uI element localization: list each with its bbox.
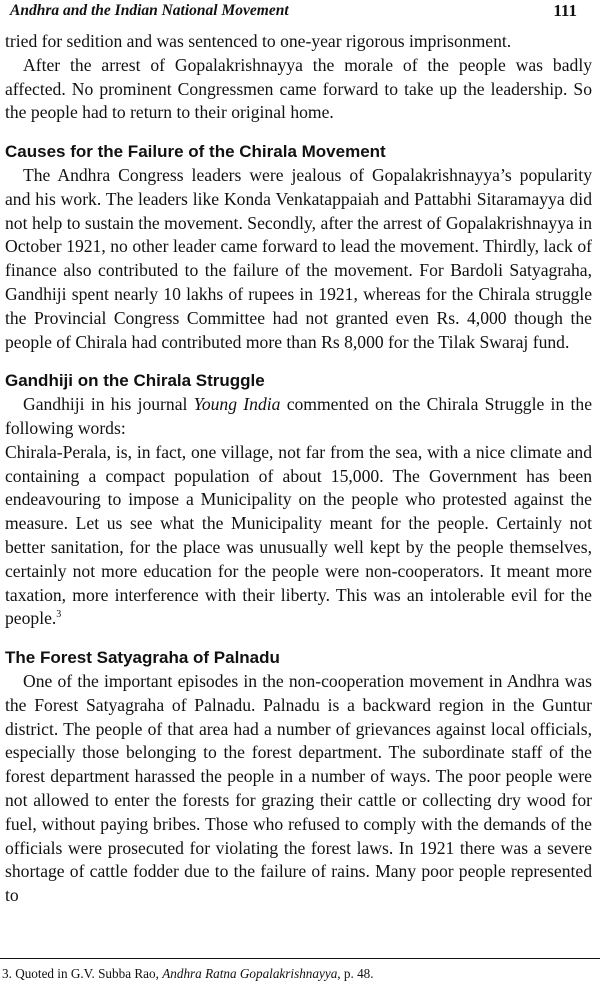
footnote (2, 966, 374, 982)
paragraph: One of the important episodes in the non-cooperation movement in Andhra was the Forest Satyagraha of Palnadu. Palnadu is a backward region in the Guntur district. The people of that area had a number of grievances against local officials, especially those belonging to the forest department. The subordinate staff of the forest department harassed the people in a number of ways. The poor people were not allowed to enter the forests for grazing their cattle or collecting dry wood for fuel, without paying bribes. Those who refused to comply with the demands of the officials were prosecuted for violating the forest laws. In 1921 there was a severe shortage of cattle fodder due to the failure of rains. Many poor people represented to (5, 670, 592, 906)
page-number: 111 (553, 1, 577, 20)
footnote-text-before: Quoted in G.V. Subba Rao, (11, 966, 163, 981)
section-heading-causes: Causes for the Failure of the Chirala Movement (5, 142, 386, 162)
section-heading-forest: The Forest Satyagraha of Palnadu (5, 648, 280, 668)
section-heading-gandhiji: Gandhiji on the Chirala Struggle (5, 371, 265, 391)
quote-text (5, 441, 592, 631)
page-header (5, 0, 592, 30)
running-head: Andhra and the Indian National Movement (10, 2, 289, 19)
footnote-number: 3. (2, 966, 12, 981)
quote-body: Chirala-Perala, is, in fact, one village, not far from the sea, with a nice climate and containing a compact population of about 15,000. The Government has been endeavouring to impose a Municipality on the people who protested against the measure. Let us see what the Municipality meant for the people. Certainly not better sanitation, for the place was unusually well kept by the people themselves, certainly not more education for the people were non-cooperators. It meant more taxation, more interference with their liberty. This was an intolerable evil for the people. (5, 441, 592, 629)
book-title: Andhra Ratna Gopalakrishnayya (162, 966, 338, 981)
footnote-divider (0, 958, 600, 959)
footnote-text-after: , p. 48. (337, 966, 374, 981)
body-text (5, 30, 592, 908)
paragraph: The Andhra Congress leaders were jealous of Gopalakrishnayya’s popularity and his work. The leaders like Konda Venkatappaiah and Pattabhi Sitaramayya did not help to sustain the movement. Secondly, after the arrest of Gopalakrishnayya in October 1921, no other leader came forward to lead the movement. Thirdly, lack of finance also contributed to the failure of the movement. For Bardoli Satyagraha, Gandhiji spent nearly 10 lakhs of rupees in 1921, whereas for the Chirala struggle the Provincial Congress Committee had not granted even Rs. 4,000 though the people of Chirala had contributed more than Rs 8,000 for the Tilak Swaraj fund. (5, 164, 592, 352)
footnote-marker: 3 (56, 609, 62, 621)
block-quote (5, 441, 592, 631)
intro-text-before: Gandhiji in his journal (23, 394, 194, 415)
intro-text-after: commented on the Chirala Struggle in the following words: (5, 394, 592, 438)
paragraph: After the arrest of Gopalakrishnayya the morale of the people was badly affected. No prominent Congressmen came forward to take up the leadership. So the people had to return to their original home. (5, 54, 592, 123)
paragraph-continuation: tried for sedition and was sentenced to one-year rigorous imprisonment. (5, 31, 512, 51)
journal-title: Young India (193, 394, 281, 415)
paragraph-intro (5, 393, 592, 441)
